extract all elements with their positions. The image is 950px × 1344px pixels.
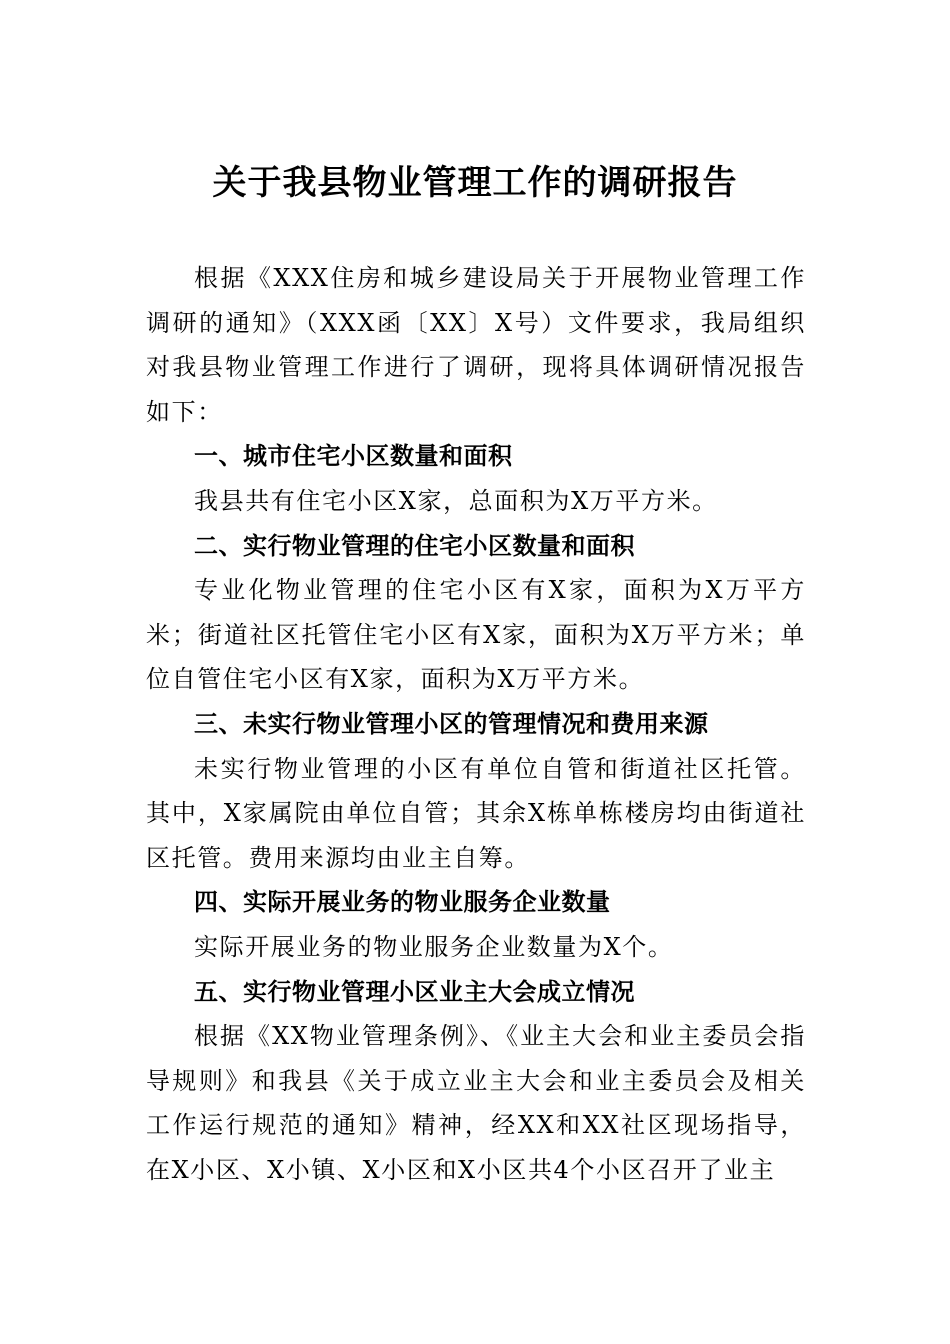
intro-paragraph: 根据《XXX住房和城乡建设局关于开展物业管理工作调研的通知》（XXX函〔XX〕X号）文件要求，我局组织对我县物业管理工作进行了调研，现将具体调研情况报告如下： bbox=[146, 264, 806, 426]
section-paragraph-2: 专业化物业管理的住宅小区有X家，面积为X万平方米；街道社区托管住宅小区有X家，面积为X万平方米；单位自管住宅小区有X家，面积为X万平方米。 bbox=[146, 576, 806, 694]
document-title: 关于我县物业管理工作的调研报告 bbox=[212, 163, 738, 203]
section-heading-3: 三、未实行物业管理小区的管理情况和费用来源 bbox=[194, 709, 709, 738]
section-heading-4: 四、实际开展业务的物业服务企业数量 bbox=[194, 888, 611, 917]
document-body bbox=[146, 256, 806, 1192]
section-heading-1: 一、城市住宅小区数量和面积 bbox=[194, 442, 513, 471]
section-paragraph-5: 根据《XX物业管理条例》、《业主大会和业主委员会指导规则》和我县《关于成立业主大会和业主委员会及相关工作运行规范的通知》精神，经XX和XX社区现场指导，在X小区、X小镇、X小区和X小区共4个小区召开了业主 bbox=[146, 1022, 806, 1184]
section-heading-2: 二、实行物业管理的住宅小区数量和面积 bbox=[194, 531, 635, 560]
section-heading-5: 五、实行物业管理小区业主大会成立情况 bbox=[194, 977, 635, 1006]
section-paragraph-3: 未实行物业管理的小区有单位自管和街道社区托管。其中，X家属院由单位自管；其余X栋单栋楼房均由街道社区托管。费用来源均由业主自筹。 bbox=[146, 754, 806, 872]
section-paragraph-4: 实际开展业务的物业服务企业数量为X个。 bbox=[194, 932, 674, 961]
section-paragraph-1: 我县共有住宅小区X家，总面积为X万平方米。 bbox=[194, 486, 718, 515]
